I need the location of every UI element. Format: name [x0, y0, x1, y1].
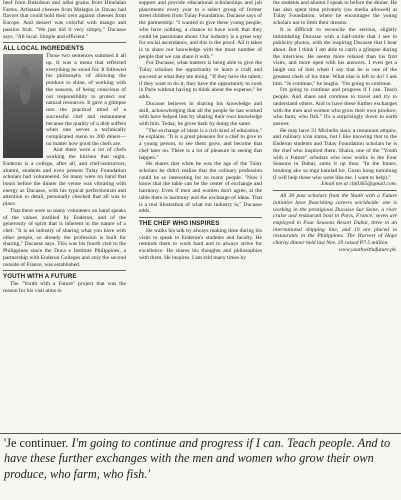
section-rule [3, 42, 126, 43]
continue-paragraph: I'm going to continue and progress if I can. Teach people. And share and continue to travel and try to understand others. And to have these further exchanges with the men and women who grow their own produce, who farm, who fish." It's a surprisingly down to earth answer. [273, 87, 397, 127]
scholars-note-paragraph: All 30 past scholars from the Youth with a Future initiative have flourishing careers worldwide: one is working in the prestigious Ducasse Sur Seine, a river cruise and restaurant boat in Paris, France; seven are employed in Four Seasons Resort Dubai, three in an international shipping line, and 19 are placed in restaurants in the Philippines. The Harvest of Hope charity dinner held last Nov. 29 raised P7.5 million. [273, 193, 397, 247]
local-paragraph-2: And there were a lot of chefs working the kitchen that night. Enderun is a college, after all, and chef-instructors, alumni, students and even present Tulay Foundation scholars had volunteered. So many were on hand that hours before the dinner the venue was vibrating with energy as Ducasse, with his typical perfectionism and attention to detail, personally checked that all was in place. [3, 147, 126, 208]
pull-quote-opening: 'Je continuer. [4, 436, 72, 450]
ducasse-paragraph: For Ducasse, what matters is being able to give the Tulay scholars the opportunity to learn a craft and succeed at what they are doing. "If they have the talent, if they want to do it, they have the opportunity to cook in Paris without having to think about the expense," he adds. [139, 60, 262, 101]
pull-quote [0, 433, 401, 500]
section-rule [273, 190, 397, 191]
website-link: www.youthwithafuture.ph. [338, 246, 397, 253]
author-email: Email me at cbj0365@gmail.com. [321, 181, 397, 188]
section-rule [3, 270, 126, 271]
believes-paragraph: Ducasse believes in sharing his knowledge and skill, acknowledging that all the people he has worked with have helped him by sharing their own knowledge with him. Today, he gives back by doing the same. [139, 100, 262, 127]
chef-paragraph: He walks his talk by always making time during his visits to speak to Enderun's students and faculty. He reminds them to work hard and to always strive for excellence. He shares his thoughts and philosophies with them. He inspires. I am told many times by [139, 228, 262, 261]
exchange-paragraph: "The exchange of ideas is a rich kind of education," he explains. "It is a great pleasure for a chef to give to a young person, to see them grow, and become that chef later on. There is a lot of pleasure in seeing that happen." [139, 127, 262, 161]
heading-chef-who-inspires: THE CHEF WHO INSPIRES [139, 220, 220, 227]
difficult-paragraph: It is difficult to reconcile the serious, slightly intimidating Ducasse with a half-smile that I see in publicity photos, with the inspiring Ducasse that I hear about. But I think I am able to catch a glimpse during the interview. He seems more relaxed than his first visits, and more open with his answers. I even get a laugh out of him when I say that he is one of the greatest chefs of his time. What else is left to do? I ask him. "Je continue," he laughs. "I'm going to continue. [273, 26, 397, 87]
support-paragraph: support and provide educational scholarships and job placements every year to a select group of former street children from Tulay Foundation. Ducasse says of the partnership: "I wanted to give these young people, who have nothing, a chance to have work that they could be passionate about. Our industry is a great way for social ascendance, and this is the proof. All it takes is to share our knowledge with the most number of people that we can share it with." [139, 0, 262, 60]
may-paragraph: He may have 21 Michelin stars, a restaurant empire, and culinary icon status, but I like knowing that to the Enderun students and Tulay Foundation scholars he is the chef who inspired them. Shaira, one of the "Youth with a Future" scholars who now works in the Four Seasons in Dubai, sums it up thus: "In the future, tutulong ako sa mga katulad ko. Gusto kong tumulong (I will help those who were like me. I want to help)." [273, 127, 397, 181]
column-2 [139, 0, 262, 432]
students-paragraph: the students and alumni I speak to before the dinner. He has also spent time privately (no media allowed) at Tulay Foundation, where he encourages the young scholars not to limit their dreams. [273, 0, 397, 27]
shares-paragraph: He shares that when he was the age of the Tulay scholars he didn't realize that the culinary profession could be so interesting for so many people. "Now I know that the table can be the center of exchange and harmony. Even if men and women don't agree, at the table there is harmony and the exchange of ideas. That is a real illustration of what our industry is," Ducasse adds. [139, 161, 262, 215]
heading-all-local-ingredients: ALL LOCAL INGREDIENTS [3, 45, 84, 53]
heading-youth-with-a-future: YOUTH WITH A FUTURE [3, 273, 77, 281]
pull-quote-body: I'm going to continue and progress if I can. Teach people. And to have these further exchanges with the men and women who grow their own produce, who farm, who fish.' [4, 436, 391, 481]
column-1 [3, 0, 126, 432]
intro-paragraph: beef from Bukidnon and adlai grains from Hinelalan Farms. Artisanal cheeses from Malagos in Davao had flavors that could hold their own against cheeses from Europe. And dessert was colorful with mango and passion fruit. "We just did it very simply," Ducasse says. "All local. Simple and efficient." [3, 0, 126, 40]
section-rule [139, 217, 262, 218]
youth-paragraph: The "Youth with a Future" project that was the reason for his visit aims to [3, 281, 126, 295]
column-3 [273, 0, 397, 432]
chef-photo [3, 54, 43, 158]
local-paragraph-3: That there were so many volunteers on hand speaks of the values instilled by Enderun, and of the generosity of spirit that is inherent in the nature of a chef. "It is an industry of sharing what you have with other people, so already the profession is built for sharing," Ducasse says. This was his fourth visit to the Philippines since the Duca e Institute Philippines, a partnership with Enderun Colleges and only the second outside of France, was established. [3, 207, 126, 268]
local-paragraph-1: Those two sentences summed it all up. It was a menu that reflected everything he stood for. It followed his philosophy of allowing the produce to shine, of working with the seasons, of being conscious of our responsibility to protect our natural resources. It gave a glimpse into the practical mind of a successful chef and restaurateur because the quality of a dish suffers when one serves a technically complicated menu to 200 diners—no matter how good the chefs are. [46, 53, 126, 147]
